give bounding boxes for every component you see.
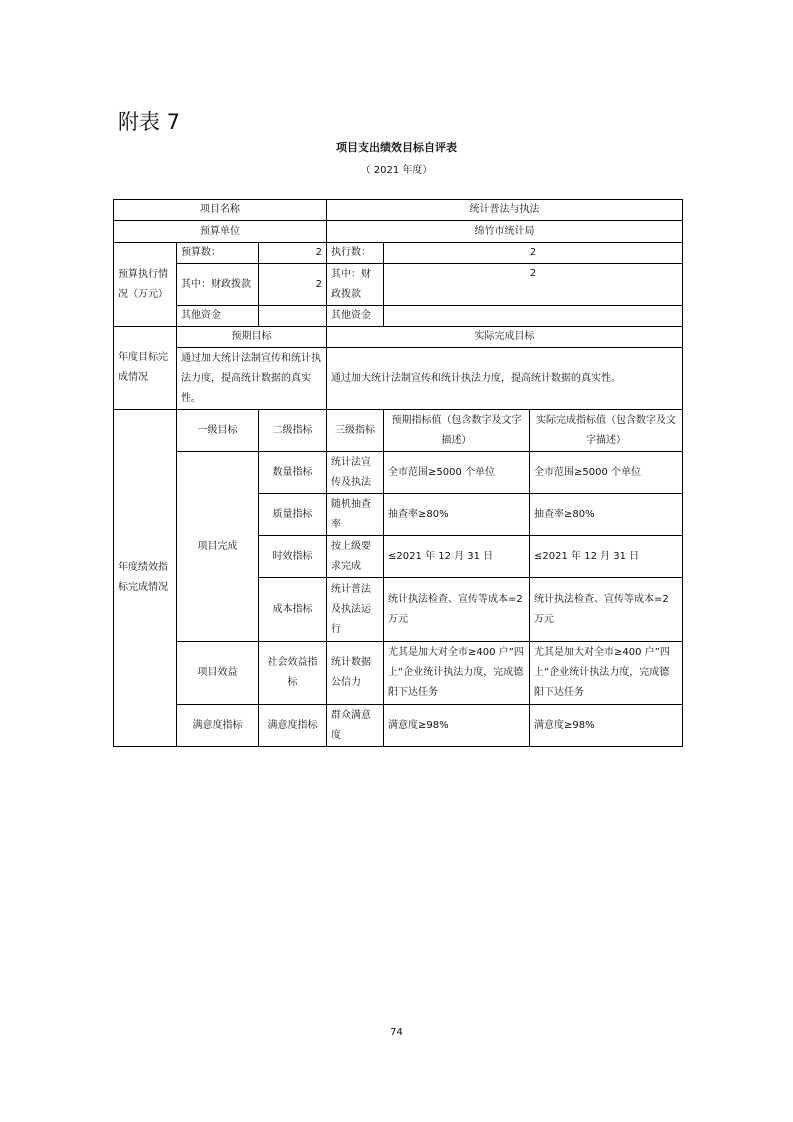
expected-value-cell: 尤其是加大对全市≥400 户”四上“企业统计执法力度，完成德阳下达任务 — [384, 642, 530, 705]
performance-indicators-label: 年度绩效指标完成情况 — [114, 410, 177, 747]
budget-amount-label: 预算数： — [177, 243, 259, 264]
actual-value-header: 实际完成指标值（包含数字及文字描述） — [530, 410, 683, 452]
actual-value-cell: 全市范围≥5000 个单位 — [530, 452, 683, 494]
level2-cell: 数量指标 — [259, 452, 327, 494]
appendix-label: 附表 7 — [118, 110, 181, 134]
expected-value-header: 预期指标值（包含数字及文字描述） — [384, 410, 530, 452]
level1-cell: 满意度指标 — [177, 705, 259, 747]
actual-value-cell: 尤其是加大对全市≥400 户”四上“企业统计执法力度，完成德阳下达任务 — [530, 642, 683, 705]
level1-cell: 项目完成 — [177, 452, 259, 642]
fiscal-budget-label: 其中：财政拨款 — [177, 264, 259, 306]
level3-cell: 统计普法及执法运行 — [327, 578, 384, 642]
budget-execution-label: 预算执行情况（万元） — [114, 243, 177, 327]
actual-value-cell: ≤2021 年 12 月 31 日 — [530, 536, 683, 578]
level2-cell: 社会效益指标 — [259, 642, 327, 705]
expected-value-cell: 满意度≥98% — [384, 705, 530, 747]
level3-cell: 统计法宣传及执法 — [327, 452, 384, 494]
fiscal-budget-value: 2 — [259, 264, 327, 306]
fiscal-executed-value: 2 — [384, 264, 683, 306]
level1-header: 一级目标 — [177, 410, 259, 452]
expected-value-cell: 抽查率≥80% — [384, 494, 530, 536]
executed-amount-value: 2 — [384, 243, 683, 264]
level1-cell: 项目效益 — [177, 642, 259, 705]
budget-amount-value: 2 — [259, 243, 327, 264]
actual-target-text: 通过加大统计法制宣传和统计执法力度，提高统计数据的真实性。 — [327, 348, 683, 410]
expected-value-cell: 统计执法检查、宣传等成本=2 万元 — [384, 578, 530, 642]
table-row — [114, 705, 683, 747]
budget-unit-label: 预算单位 — [114, 221, 327, 243]
level3-cell: 统计数据公信力 — [327, 642, 384, 705]
actual-value-cell: 统计执法检查、宣传等成本=2 万元 — [530, 578, 683, 642]
level2-cell: 质量指标 — [259, 494, 327, 536]
level2-header: 二级指标 — [259, 410, 327, 452]
level2-cell: 成本指标 — [259, 578, 327, 642]
annual-target-label: 年度目标完成情况 — [114, 327, 177, 410]
page-number: 74 — [390, 1027, 403, 1038]
actual-value-cell: 满意度≥98% — [530, 705, 683, 747]
fiscal-executed-label: 其中：财政拨款 — [327, 264, 384, 306]
other-funds-label: 其他资金 — [177, 306, 259, 327]
form-year: （ 2021 年度） — [360, 165, 433, 176]
form-title: 项目支出绩效目标自评表 — [336, 141, 457, 154]
expected-target-text: 通过加大统计法制宣传和统计执法力度，提高统计数据的真实性。 — [177, 348, 327, 410]
evaluation-table — [113, 199, 683, 747]
level3-header: 三级指标 — [327, 410, 384, 452]
level3-cell: 按上级要求完成 — [327, 536, 384, 578]
project-name-label: 项目名称 — [114, 200, 327, 221]
budget-unit-value: 绵竹市统计局 — [327, 221, 683, 243]
level2-cell: 满意度指标 — [259, 705, 327, 747]
other-funds-executed-value — [384, 306, 683, 327]
expected-value-cell: ≤2021 年 12 月 31 日 — [384, 536, 530, 578]
table-row — [114, 452, 683, 494]
level3-cell: 群众满意度 — [327, 705, 384, 747]
project-name-value: 统计普法与执法 — [327, 200, 683, 221]
level3-cell: 随机抽查率 — [327, 494, 384, 536]
expected-value-cell: 全市范围≥5000 个单位 — [384, 452, 530, 494]
other-funds-executed-label: 其他资金 — [327, 306, 384, 327]
table-row — [114, 642, 683, 705]
actual-value-cell: 抽查率≥80% — [530, 494, 683, 536]
other-funds-value — [259, 306, 327, 327]
level2-cell: 时效指标 — [259, 536, 327, 578]
executed-amount-label: 执行数： — [327, 243, 384, 264]
actual-target-header: 实际完成目标 — [327, 327, 683, 348]
expected-target-header: 预期目标 — [177, 327, 327, 348]
